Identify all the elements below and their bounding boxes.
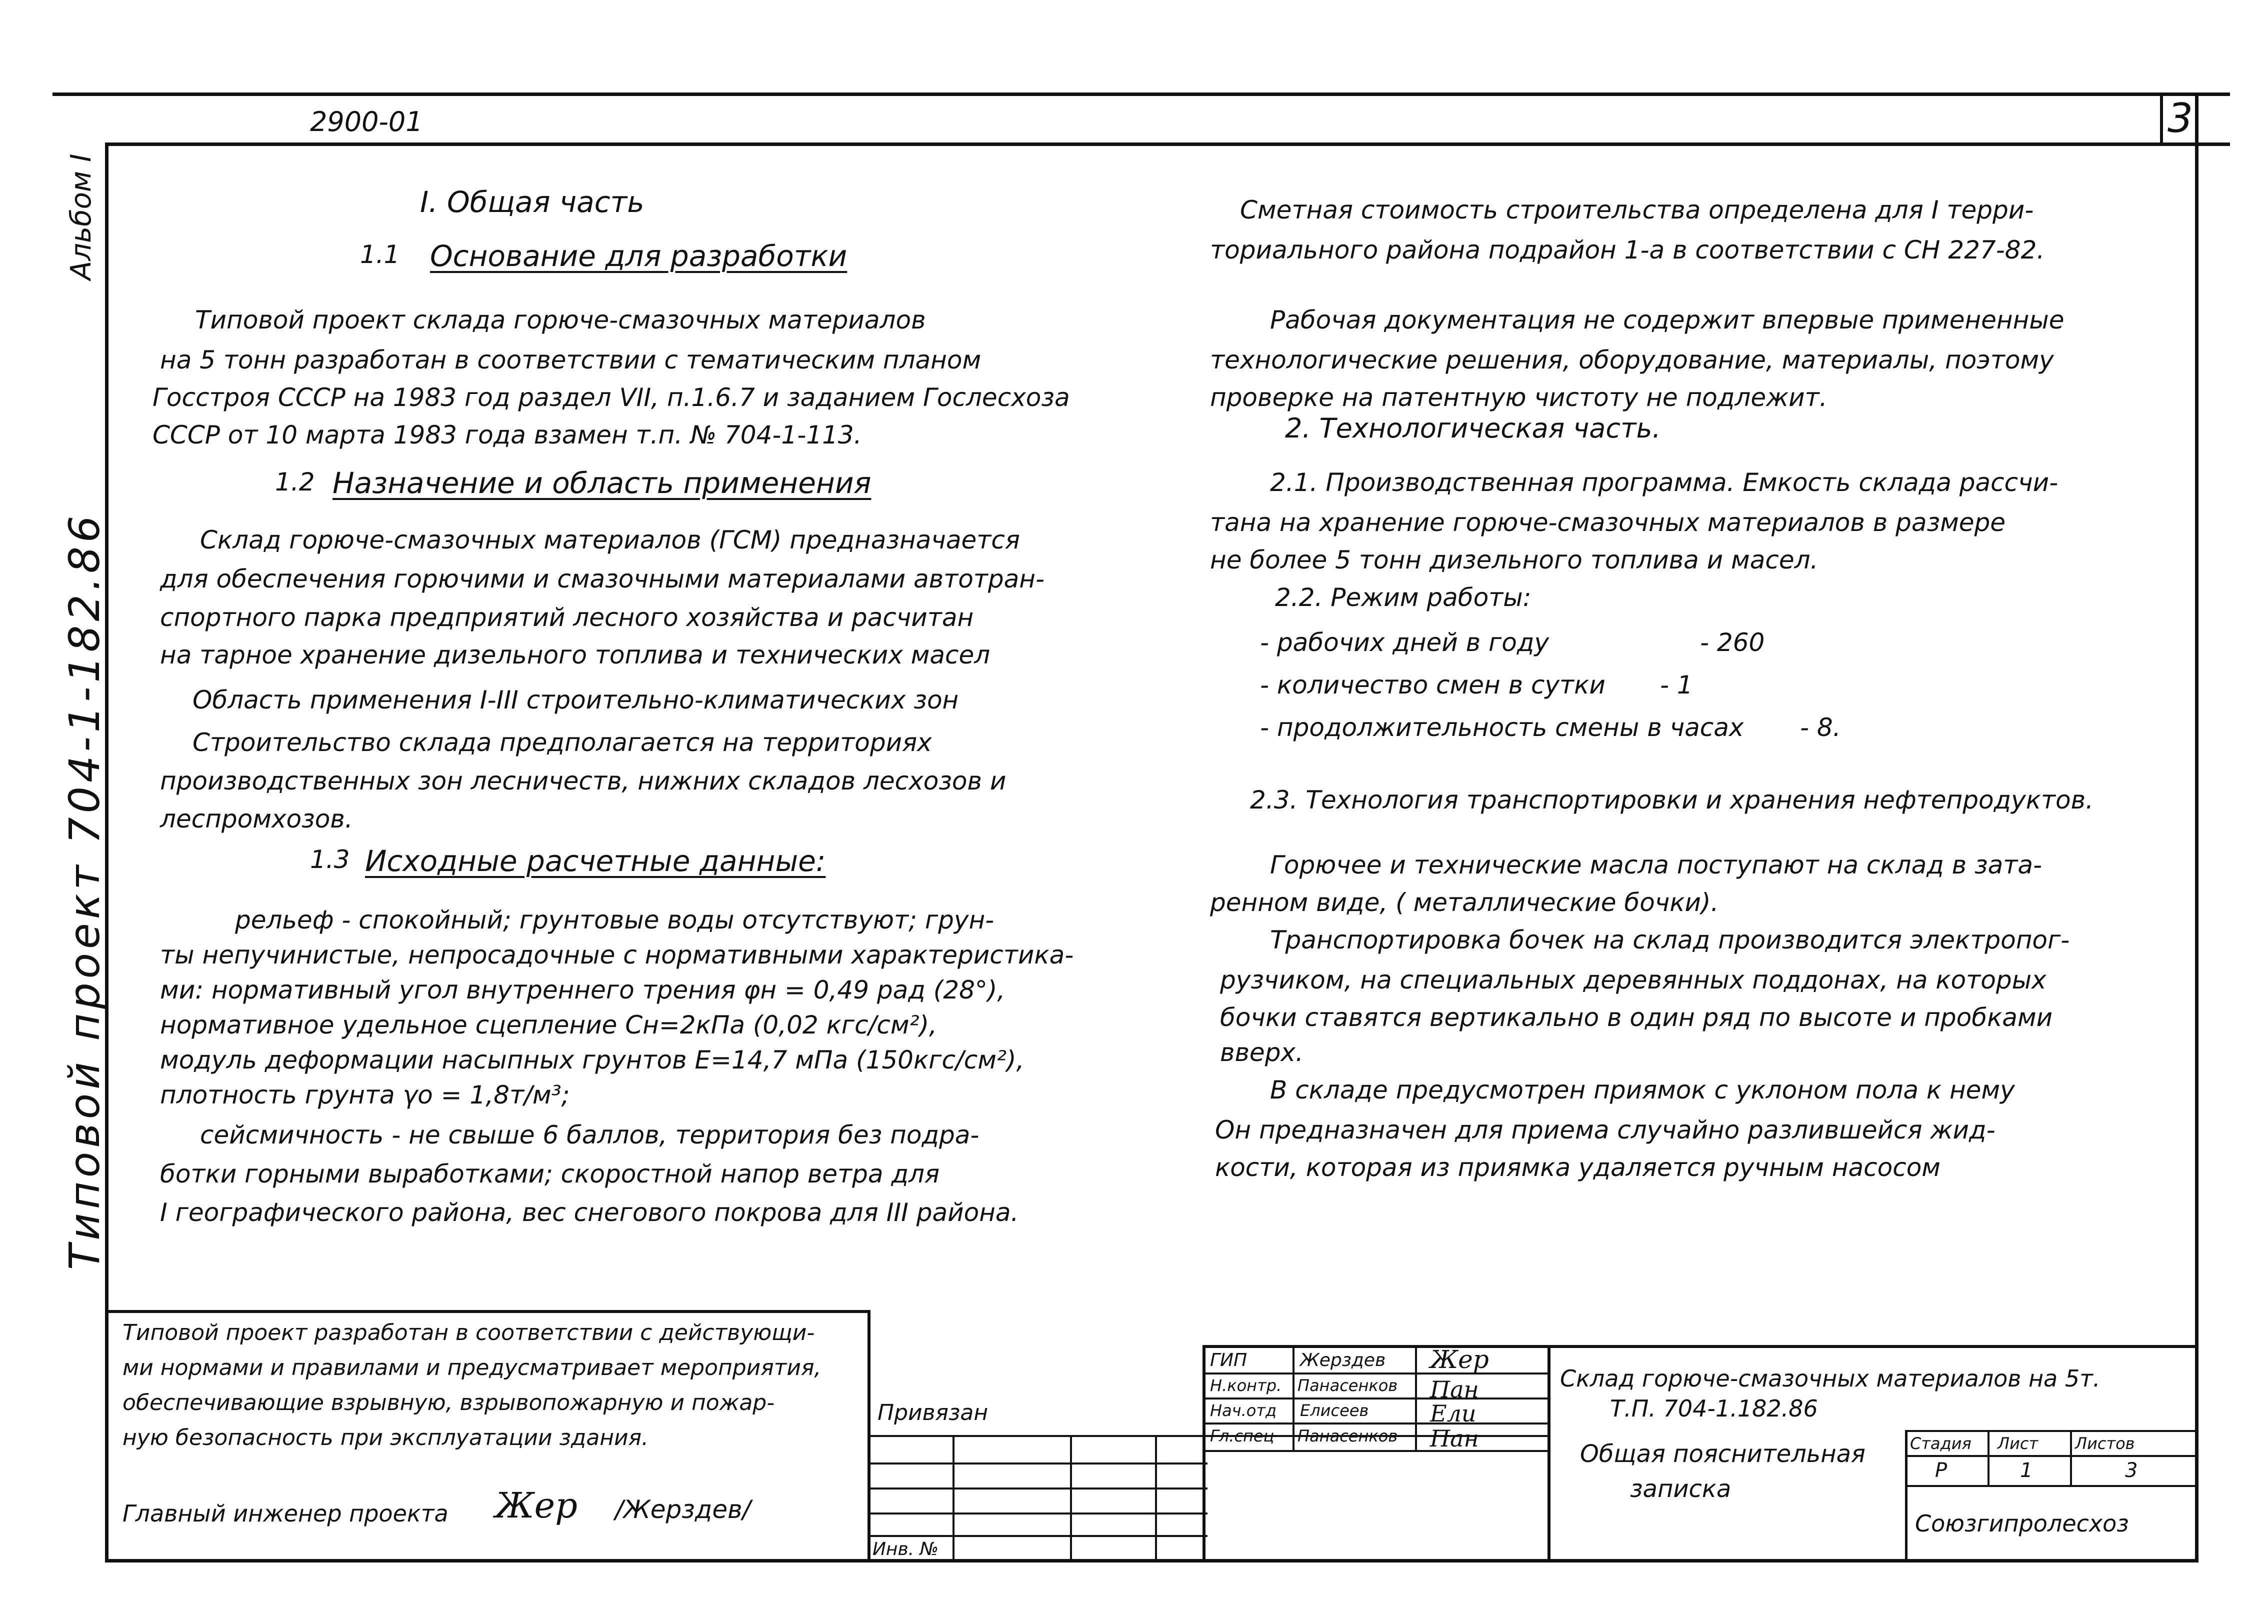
role-label: ГИП — [1210, 1350, 1248, 1370]
text-line: бочки ставятся вертикально в один ряд по высоте и пробками — [1220, 1003, 2053, 1032]
stamp-vertical-small — [1070, 1435, 1072, 1560]
heading-2-2: 2.2. Режим работы: — [1275, 583, 1532, 612]
stamp-note-line: ную безопасность при эксплуатации здания. — [122, 1425, 649, 1450]
signature-mark: Пан — [1430, 1425, 1479, 1452]
inventory-number-label: Инв. № — [872, 1539, 939, 1560]
stage-header: Стадия — [1910, 1434, 1972, 1453]
text-line: Типовой проект склада горюче-смазочных материалов — [195, 306, 926, 334]
heading-1-1-title: Основание для разработки — [430, 239, 848, 273]
stamp-grid-line — [1905, 1455, 2198, 1457]
text-line: I географического района, вес снегового покрова для III района. — [160, 1198, 1019, 1227]
chief-engineer-signature: Жер — [495, 1485, 578, 1526]
regime-label: - рабочих дней в году — [1260, 628, 1550, 657]
stamp-vertical-small — [1155, 1435, 1157, 1560]
role-name: Панасенков — [1298, 1376, 1398, 1395]
stamp-top-line — [105, 1310, 870, 1313]
organization-name: Союзгипролесхоз — [1915, 1510, 2129, 1537]
role-label: Нач.отд — [1210, 1401, 1277, 1420]
heading-1-1-number: 1.1 — [360, 240, 400, 269]
stage-value: Р — [1935, 1459, 1948, 1482]
text-line: ты непучинистые, непросадочные с нормативными характеристика- — [160, 940, 1074, 970]
text-line: ми: нормативный угол внутреннего трения φн = 0,49 рад (28°), — [160, 976, 1006, 1004]
right-frame-line — [2195, 92, 2198, 1562]
text-line: Горючее и технические масла поступают на склад в зата- — [1270, 850, 2042, 880]
text-line: производственных зон лесничеств, нижних складов лесхозов и — [160, 766, 1006, 796]
stamp-vertical-small — [952, 1435, 954, 1560]
text-line: вверх. — [1220, 1038, 1304, 1067]
chief-engineer-label: Главный инженер проекта — [122, 1500, 448, 1527]
role-name: Жерздев — [1300, 1350, 1386, 1370]
text-line: для обеспечения горючими и смазочными материалами автотран- — [160, 564, 1045, 594]
sheets-value: 3 — [2125, 1459, 2138, 1482]
text-line: Госстроя СССР на 1983 год раздел VII, п.1.6.7 и заданием Гослесхоза — [152, 383, 1070, 412]
text-line: на тарное хранение дизельного топлива и технических масел — [160, 640, 990, 670]
regime-label: - количество смен в сутки — [1260, 670, 1606, 700]
text-line: кости, которая из приямка удаляется ручным насосом — [1215, 1153, 1941, 1182]
regime-label: - продолжительность смены в часах — [1260, 713, 1744, 742]
text-line: Область применения I-III строительно-климатических зон — [192, 686, 959, 714]
chief-engineer-name: /Жерздев/ — [615, 1495, 751, 1524]
text-line: плотность грунта γо = 1,8т/м³; — [160, 1080, 570, 1110]
text-line: леспромхозов. — [160, 804, 353, 834]
text-line: рузчиком, на специальных деревянных поддонах, на которых — [1220, 966, 2046, 994]
document-title-line2: записка — [1630, 1475, 1732, 1503]
project-title: Склад горюче-смазочных материалов на 5т. — [1560, 1365, 2100, 1392]
bottom-frame-line — [105, 1559, 2198, 1562]
signature-mark: Ели — [1430, 1400, 1476, 1427]
text-line: модуль деформации насыпных грунтов Е=14,7 мПа (150кгс/см²), — [160, 1046, 1024, 1074]
text-line: тана на хранение горюче-смазочных материалов в размере — [1210, 508, 2006, 537]
text-line: проверке на патентную чистоту не подлежит. — [1210, 383, 1828, 412]
text-line: СССР от 10 марта 1983 года взамен т.п. № 704-1-113. — [152, 420, 862, 450]
side-project-label: Типовой проект 704-1-182.86 — [60, 512, 109, 1270]
page-number: 3 — [2168, 95, 2193, 142]
text-line: спортного парка предприятий лесного хозяйства и расчитан — [160, 603, 974, 632]
signature-mark: Жер — [1430, 1345, 1489, 1374]
stamp-grid-line — [1905, 1485, 2198, 1487]
document-title-line1: Общая пояснительная — [1580, 1440, 1866, 1468]
sheet-header: Лист — [1998, 1434, 2038, 1453]
text-line: рельеф - спокойный; грунтовые воды отсутствуют; грун- — [235, 906, 994, 934]
text-line: Рабочая документация не содержит впервые примененные — [1270, 306, 2064, 334]
text-line: сейсмичность - не свыше 6 баллов, территория без подра- — [200, 1120, 980, 1150]
signature-mark: Пан — [1430, 1376, 1479, 1403]
text-line: Строительство склада предполагается на территориях — [192, 728, 932, 757]
stamp-grid-line — [1202, 1398, 1548, 1400]
text-line: Транспортировка бочек на склад производится электропог- — [1270, 926, 2070, 954]
role-label: Н.контр. — [1210, 1376, 1282, 1395]
stamp-vertical-2 — [1202, 1345, 1206, 1560]
stamp-note-line: обеспечивающие взрывную, взрывопожарную и пожар- — [122, 1390, 775, 1416]
text-line: ториального района подрайон 1-а в соответствии с СН 227-82. — [1210, 236, 2045, 264]
text-line: 2.1. Производственная программа. Емкость склада рассчи- — [1270, 468, 2058, 497]
album-label: Альбом I — [65, 154, 98, 280]
page-number-divider — [2160, 92, 2163, 145]
regime-value: - 1 — [1660, 670, 1693, 700]
heading-1-3-title: Исходные расчетные данные: — [365, 844, 826, 878]
stamp-grid-line — [1905, 1430, 2198, 1432]
stamp-vertical-5 — [1548, 1345, 1550, 1560]
role-label: Гл.спец — [1210, 1426, 1274, 1446]
top-border-line — [52, 92, 2230, 96]
text-line: ботки горными выработками; скоростной напор ветра для — [160, 1160, 940, 1188]
text-line: на 5 тонн разработан в соответствии с тематическим планом — [160, 346, 982, 374]
text-line: технологические решения, оборудование, материалы, поэтому — [1210, 346, 2054, 374]
text-line: Сметная стоимость строительства определена для I терри- — [1240, 196, 2034, 224]
heading-1-3-number: 1.3 — [310, 845, 350, 874]
sheets-header: Листов — [2075, 1434, 2135, 1453]
stamp-grid-line — [1202, 1450, 1548, 1452]
text-line: не более 5 тонн дизельного топлива и масел. — [1210, 546, 1818, 574]
stamp-vertical-7 — [1988, 1430, 1990, 1485]
stamp-note-line: Типовой проект разработан в соответствии с действующи- — [122, 1320, 815, 1346]
sheet-value: 1 — [2020, 1459, 2033, 1482]
regime-value: - 8. — [1800, 713, 1841, 742]
section-title: I. Общая часть — [420, 185, 644, 219]
role-name: Елисеев — [1300, 1401, 1369, 1420]
text-line: Он предназначен для приема случайно разлившейся жид- — [1215, 1116, 1996, 1144]
text-line: ренном виде, ( металлические бочки). — [1210, 888, 1719, 917]
project-code: Т.П. 704-1.182.86 — [1610, 1395, 1818, 1422]
stamp-grid-line — [1202, 1422, 1548, 1424]
heading-2-3: 2.3. Технология транспортировки и хранения нефтепродуктов. — [1250, 786, 2094, 814]
text-line: Склад горюче-смазочных материалов (ГСМ) предназначается — [200, 526, 1020, 554]
heading-1-2-title: Назначение и область применения — [332, 466, 872, 500]
document-number: 2900-01 — [310, 106, 423, 138]
stamp-vertical-6 — [1905, 1430, 1908, 1560]
stamp-top-line-right — [1202, 1345, 2198, 1348]
regime-value: - 260 — [1700, 628, 1765, 657]
header-border-line — [105, 142, 2230, 146]
role-name: Панасенков — [1298, 1426, 1398, 1446]
heading-1-2-number: 1.2 — [275, 468, 315, 496]
privyazan-label: Привязан — [878, 1400, 988, 1426]
stamp-grid-line — [1202, 1372, 1548, 1374]
text-line: В складе предусмотрен приямок с уклоном пола к нему — [1270, 1076, 2015, 1104]
text-line: нормативное удельное сцепление Сн=2кПа (0,02 кгс/см²), — [160, 1010, 938, 1040]
stamp-vertical-8 — [2070, 1430, 2072, 1485]
stamp-note-line: ми нормами и правилами и предусматривает мероприятия, — [122, 1355, 822, 1380]
heading-2: 2. Технологическая часть. — [1285, 412, 1661, 444]
